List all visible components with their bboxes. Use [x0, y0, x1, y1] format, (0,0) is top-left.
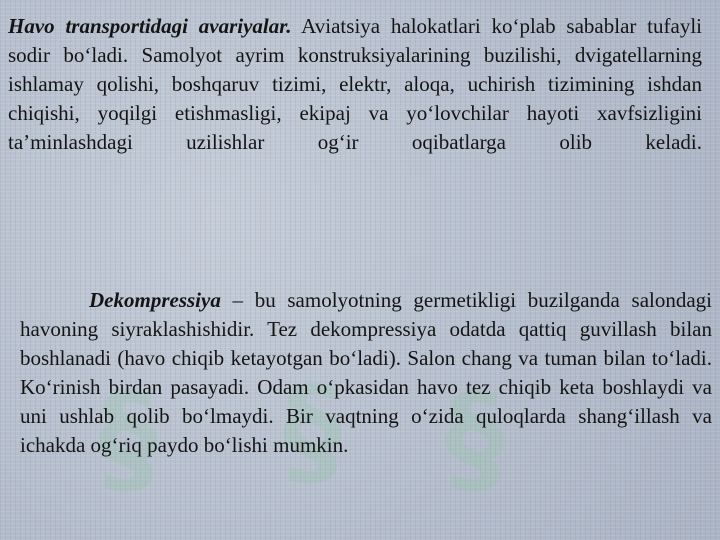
term-heading: Dekompressiya [89, 288, 221, 312]
watermark-glyph: § [98, 370, 158, 509]
paragraph-decompression [20, 286, 712, 460]
paragraph-body: Aviatsiya halokatlari ko‘plab sabablar tufayli sodir bo‘ladi. Samolyot ayrim konstruksiyalarining buzilishi, dvigatellarning ishlamay qolishi, boshqaruv tizimi, elektr, aloqa, uchirish tizimining ishdan chiqishi, yoqilgi etishmasligi, ekipaj va yo‘lovchilar hayoti xavfsizligini ta’minlashdagi uzilishlar og‘ir oqibatlarga olib keladi. [8, 14, 702, 154]
paragraph-heading: Havo transportidagi avariyalar. [8, 14, 292, 38]
watermark-glyph: § [282, 362, 342, 501]
watermark-glyph: § [445, 370, 505, 509]
paragraph-body: – bu samolyotning germetikligi buzilganda salondagi havoning siyraklashishidir. Tez dekompressiya odatda qattiq guvillash bilan boshlanadi (havo chiqib ketayotgan bo‘ladi). Salon chang va tuman bilan to‘ladi. Ko‘rinish birdan pasayadi. Odam o‘pkasidan havo tez chiqib keta boshlaydi va uni ushlab qolib bo‘lmaydi. Bir vaqtning o‘zida quloqlarda shang‘illash va ichakda og‘riq paydo bo‘lishi mumkin. [20, 288, 713, 457]
paragraph-aviation-accidents [8, 12, 702, 157]
